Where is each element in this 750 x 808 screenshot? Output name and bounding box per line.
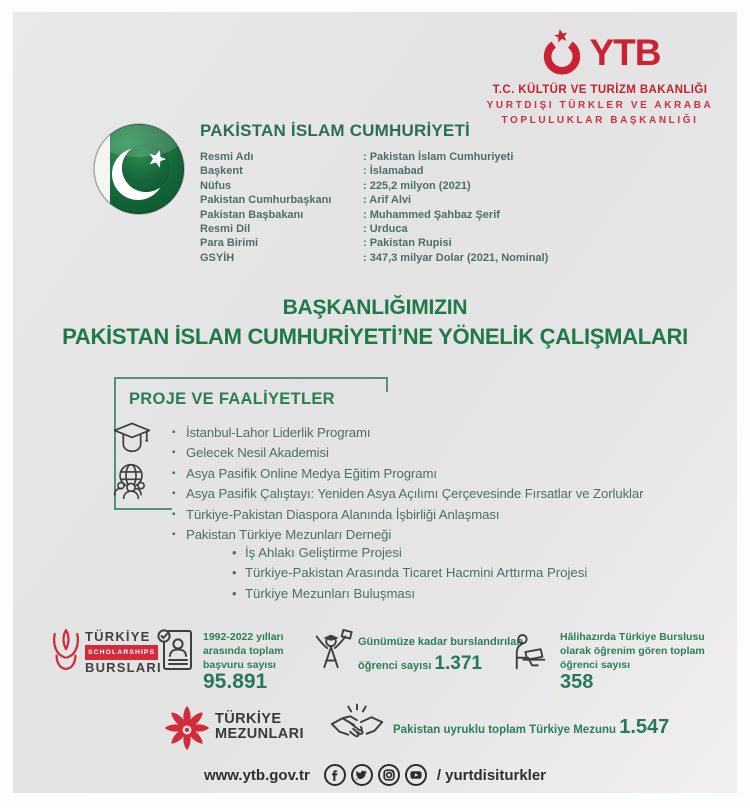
stat-scholars: Günümüze kadar burslandırılan öğrenci sayısı 1.371 bbox=[358, 636, 524, 674]
list-item: ▪ Pakistan Türkiye Mezunları Derneği bbox=[172, 525, 643, 545]
turkiye-burslari-logo: TÜRKİYE SCHOLARSHIPS BURSLARI bbox=[85, 629, 162, 675]
info-value: : Pakistan İslam Cumhuriyeti bbox=[363, 151, 514, 163]
round-bullet: • bbox=[232, 565, 237, 581]
scholarships-banner: SCHOLARSHIPS bbox=[85, 645, 158, 660]
application-document-icon bbox=[156, 628, 196, 672]
square-bullet: ▪ bbox=[172, 447, 176, 459]
youtube-icon[interactable] bbox=[404, 763, 428, 787]
square-bullet: ▪ bbox=[172, 488, 176, 500]
facebook-icon[interactable] bbox=[323, 763, 347, 787]
page-title-line2: PAKİSTAN İSLAM CUMHURİYETİ’NE YÖNELİK ÇALIŞMALARI bbox=[62, 324, 688, 349]
info-label: Resmi Adı bbox=[200, 151, 254, 163]
square-bullet: ▪ bbox=[172, 529, 176, 541]
country-title: PAKİSTAN İSLAM CUMHURİYETİ bbox=[200, 121, 470, 140]
tulip-icon bbox=[50, 626, 82, 674]
pakistan-flag-badge bbox=[93, 123, 185, 215]
table-row bbox=[200, 193, 548, 207]
rosette-flower-icon bbox=[160, 701, 214, 755]
info-label: Nüfus bbox=[200, 179, 232, 192]
info-value: : Arif Alvi bbox=[363, 194, 412, 207]
round-bullet: • bbox=[232, 585, 237, 601]
stat-applications-value: 95.891 bbox=[203, 670, 268, 693]
stat-current-students-value: 358 bbox=[560, 671, 594, 693]
info-value: : 225,2 milyon (2021) bbox=[363, 179, 471, 192]
stat-current-students: Hâlihazırda Türkiye Burslusu olarak öğrenim gören toplam öğrenci sayısı 358 bbox=[560, 631, 705, 693]
list-item: ▪ Türkiye-Pakistan Diaspora Alanında İşbirliği Anlaşması bbox=[172, 505, 643, 525]
projects-list bbox=[172, 423, 643, 545]
info-value: : İslamabad bbox=[363, 165, 424, 178]
info-label: Pakistan Başbakanı bbox=[200, 208, 304, 221]
table-row bbox=[200, 150, 548, 164]
globe-people-icon bbox=[110, 461, 152, 503]
round-bullet: • bbox=[232, 545, 237, 560]
turkiye-mezunlari-logo: TÜRKİYE MEZUNLARI bbox=[215, 711, 304, 742]
table-row bbox=[200, 208, 548, 222]
ytb-logo-text: YTB bbox=[589, 32, 661, 73]
info-label: Pakistan Cumhurbaşkanı bbox=[200, 194, 332, 207]
celebrating-graduate-icon bbox=[308, 627, 354, 671]
info-label: Resmi Dil bbox=[200, 223, 251, 236]
list-item: ▪ Asya Pasifik Online Medya Eğitim Programı bbox=[172, 464, 643, 484]
stat-applications: 1992-2022 yılları arasında toplam başvuru sayısı 95.891 bbox=[203, 631, 284, 693]
table-row bbox=[200, 164, 548, 178]
table-row bbox=[200, 236, 548, 250]
footer bbox=[0, 763, 750, 787]
crescent-star-icon bbox=[540, 28, 584, 78]
info-label: GSYİH bbox=[200, 251, 235, 264]
graduation-cap-icon bbox=[112, 420, 152, 460]
agency-line-2: TOPLULUKLAR BAŞKANLIĞI bbox=[501, 115, 699, 126]
stat-scholars-value: 1.371 bbox=[434, 653, 482, 674]
stat-alumni-value: 1.547 bbox=[619, 716, 670, 738]
table-row bbox=[200, 251, 548, 265]
website-link[interactable]: www.ytb.gov.tr bbox=[203, 766, 310, 784]
list-item: ▪ Asya Pasifik Çalıştayı: Yeniden Asya Açılımı Çerçevesinde Fırsatlar ve Zorluklar bbox=[172, 484, 643, 504]
ytb-logo-block bbox=[484, 28, 716, 126]
handshake-icon bbox=[328, 700, 386, 750]
info-label: Para Birimi bbox=[200, 237, 259, 250]
ministry-line: T.C. KÜLTÜR VE TURİZM BAKANLIĞI bbox=[492, 84, 708, 96]
list-item: ▪ Gelecek Nesil Akademisi bbox=[172, 443, 643, 463]
projects-sublist bbox=[232, 543, 587, 604]
info-value: : 347,3 milyar Dolar (2021, Nominal) bbox=[363, 251, 549, 264]
agency-line-1: YURTDIŞI TÜRKLER VE AKRABA bbox=[486, 100, 714, 111]
table-row bbox=[200, 179, 548, 193]
page-title bbox=[0, 294, 750, 352]
table-row bbox=[200, 222, 548, 236]
list-item: • Türkiye Mezunları Buluşması bbox=[232, 584, 587, 604]
instagram-icon[interactable] bbox=[377, 763, 401, 787]
info-value: : Muhammed Şahbaz Şerif bbox=[363, 208, 500, 221]
stat-alumni: Pakistan uyruklu toplam Türkiye Mezunu 1.547 bbox=[393, 716, 670, 738]
page-title-line1: BAŞKANLIĞIMIZIN bbox=[282, 296, 468, 319]
list-item: • İş Ahlakı Geliştirme Projesi bbox=[232, 543, 587, 563]
info-label: Başkent bbox=[200, 165, 243, 178]
square-bullet: ▪ bbox=[172, 467, 176, 479]
square-bullet: ▪ bbox=[172, 508, 176, 520]
list-item: • Türkiye-Pakistan Arasında Ticaret Hacmini Arttırma Projesi bbox=[232, 563, 587, 583]
square-bullet: ▪ bbox=[172, 427, 176, 438]
social-handle[interactable]: / yurtdisiturkler bbox=[436, 766, 547, 784]
student-laptop-icon bbox=[512, 632, 552, 674]
twitter-icon[interactable] bbox=[350, 763, 374, 787]
info-value: : Pakistan Rupisi bbox=[363, 237, 452, 250]
list-item: ▪ İstanbul-Lahor Liderlik Programı bbox=[172, 423, 643, 443]
projects-heading: PROJE VE FAALİYETLER bbox=[129, 390, 335, 408]
info-value: : Urduca bbox=[363, 223, 408, 236]
country-info-table bbox=[200, 150, 548, 265]
